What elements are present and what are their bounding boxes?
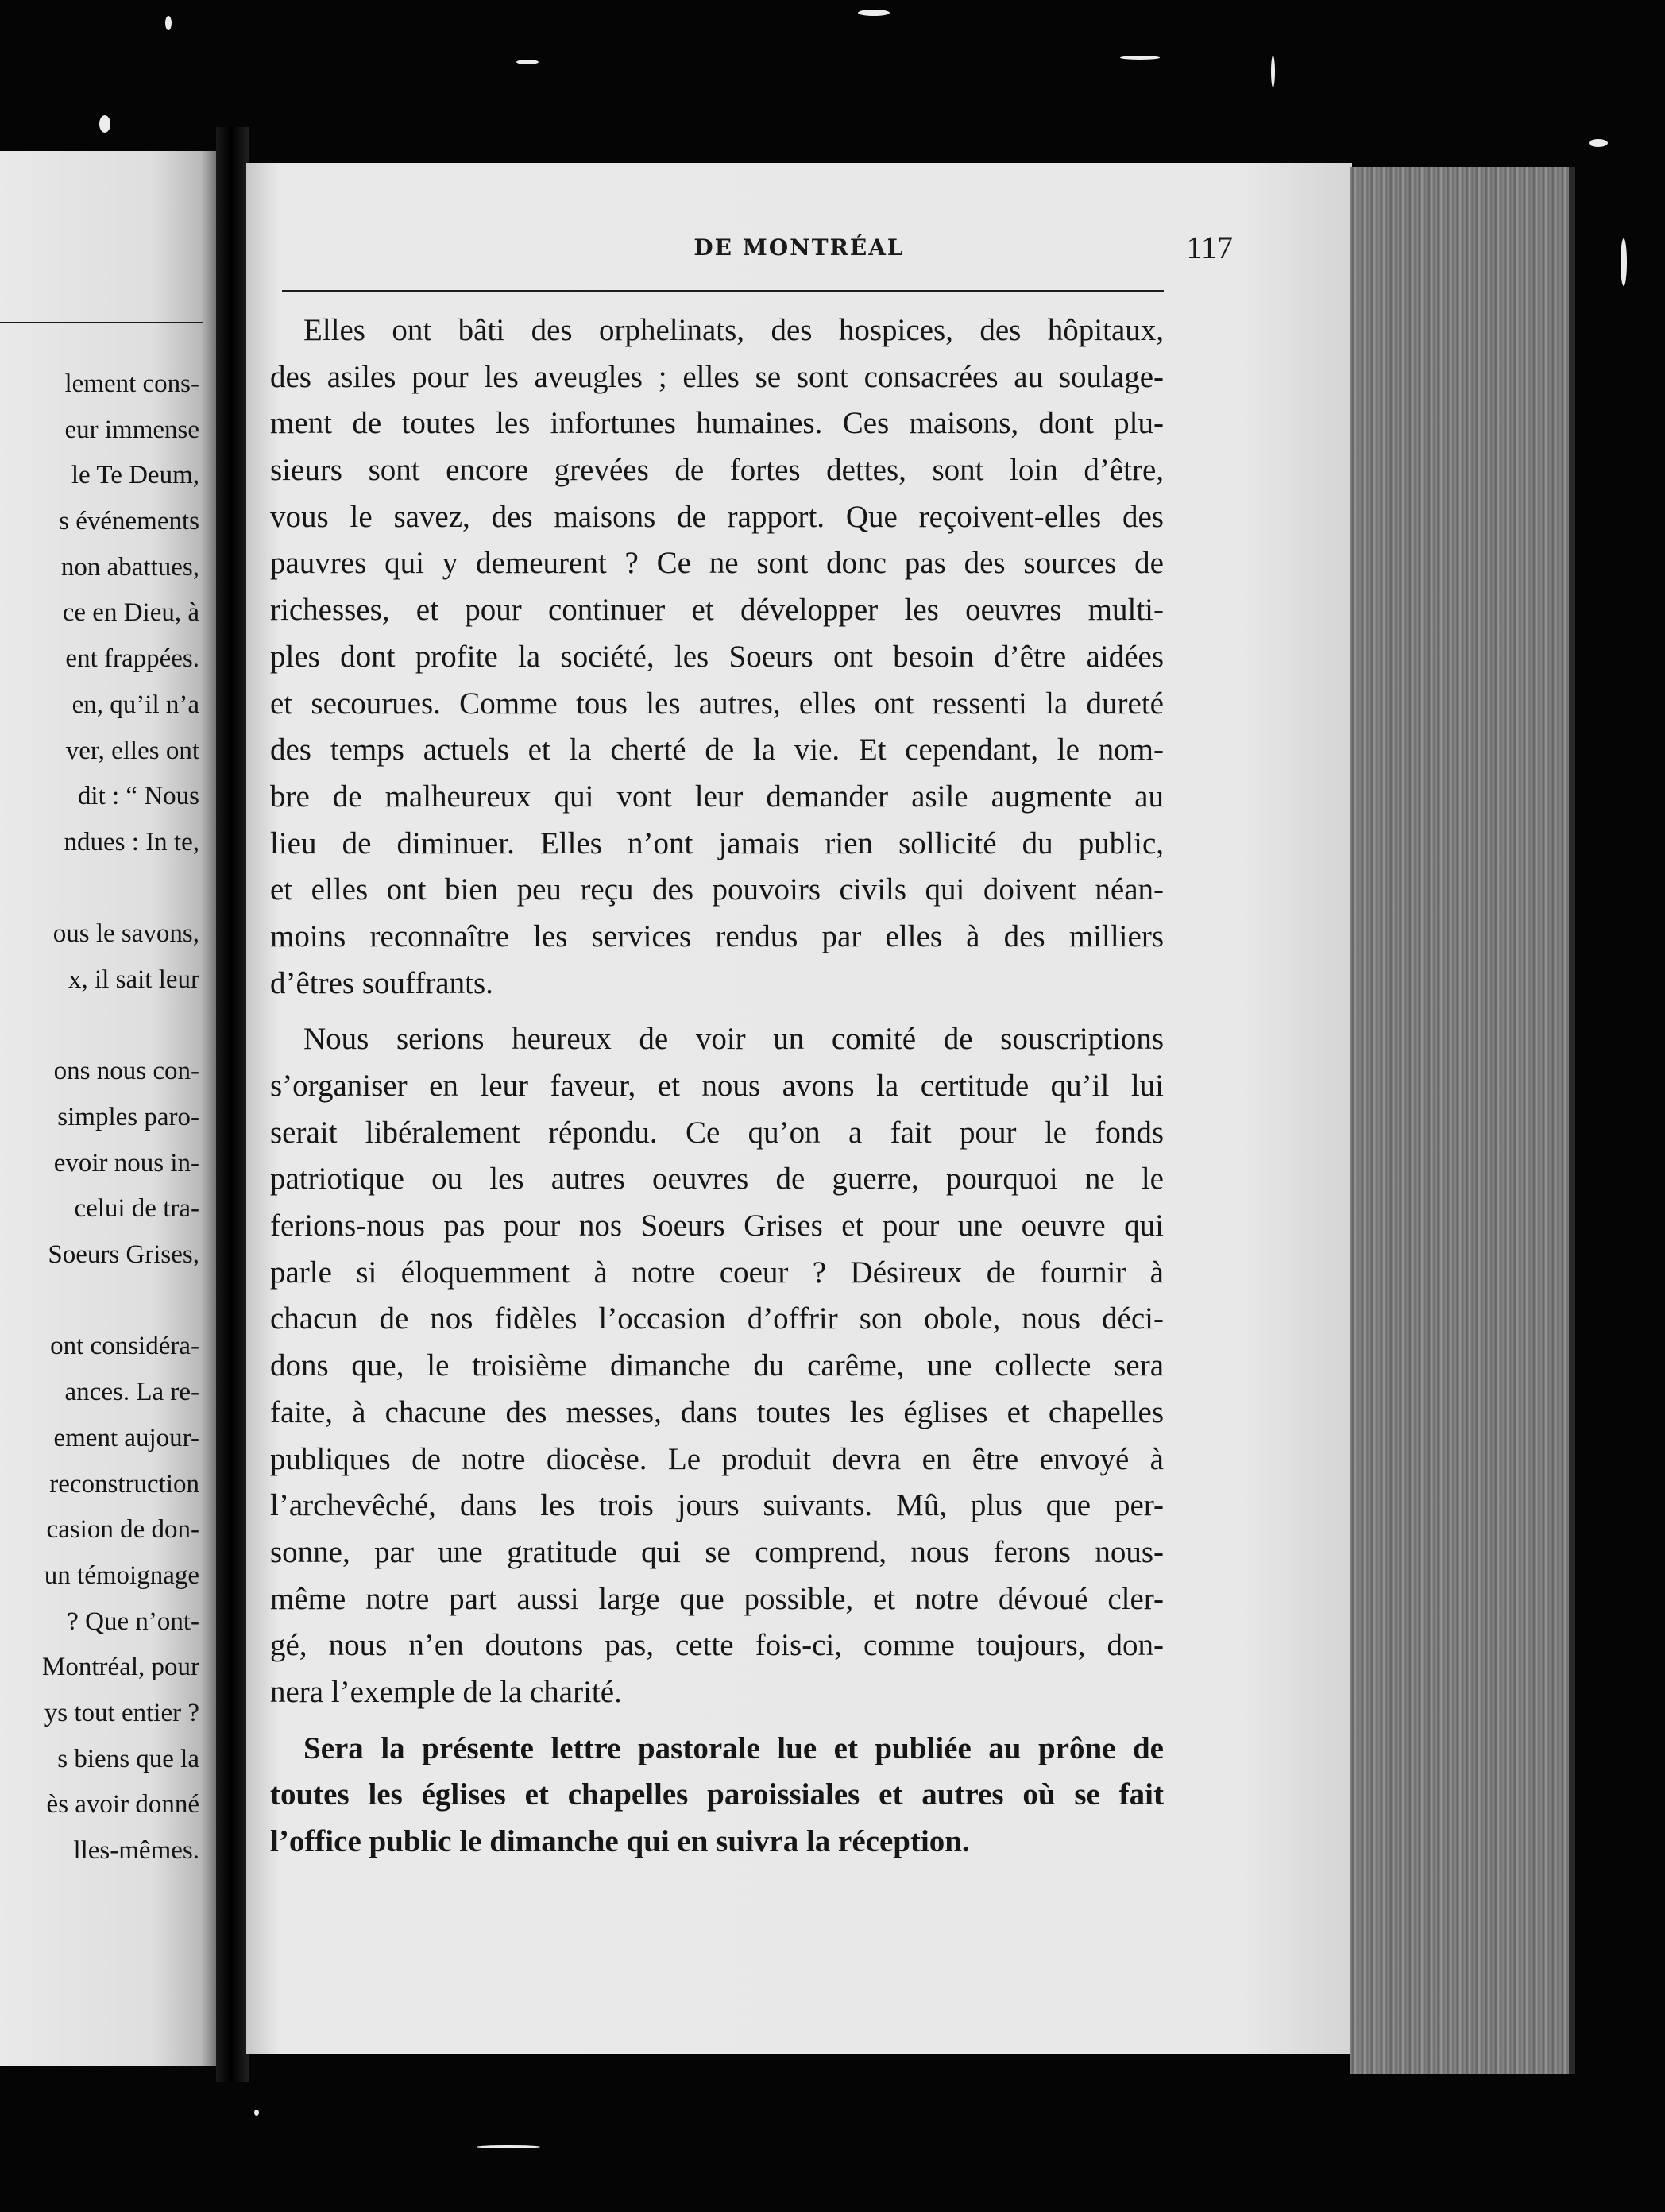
dust-speck [516, 60, 539, 64]
left-page-line: dit : “ Nous [77, 782, 199, 811]
text-line: Nous serions heureux de voir un comité de souscriptions [303, 1022, 1164, 1057]
text-line: parle si éloquemment à notre coeur ? Désireux de fournir à [270, 1255, 1164, 1290]
text-line: moins reconnaître les services rendus par elles à des milliers [270, 918, 1164, 953]
left-page-text [0, 362, 199, 1874]
header-rule [282, 290, 1164, 292]
text-line: pauvres qui y demeurent ? Ce ne sont donc pas des sources de [270, 546, 1164, 581]
left-page-line: le Te Deum, [71, 461, 199, 490]
paragraph [270, 307, 1164, 1007]
left-page-line: un témoignage [44, 1560, 199, 1590]
text-line: l’archevêché, dans les trois jours suivants. Mû, plus que per- [270, 1488, 1164, 1523]
left-page-line: non abattues, [60, 552, 199, 582]
left-page-line: ver, elles ont [65, 736, 199, 765]
left-page-line: s biens que la [57, 1744, 199, 1773]
text-line: même notre part aussi large que possible, et notre dévoué cler- [270, 1581, 1164, 1616]
paragraph [270, 1016, 1164, 1715]
text-line: chacun de nos fidèles l’occasion d’offrir son obole, nous déci- [270, 1301, 1164, 1336]
page-block-shadow [1569, 167, 1575, 2074]
left-page-line: ce en Dieu, à [62, 598, 199, 628]
left-page-line: ys tout entier ? [44, 1698, 199, 1727]
text-line: d’êtres souffrants. [270, 965, 493, 1000]
text-line: vous le savez, des maisons de rapport. Que reçoivent-elles des [270, 499, 1164, 534]
left-page-line: ons nous con- [53, 1057, 199, 1086]
left-page-line: simples paro- [57, 1103, 199, 1131]
left-page-line: ances. La re- [64, 1378, 199, 1407]
text-line: lieu de diminuer. Elles n’ont jamais rien sollicité du public, [270, 826, 1164, 860]
text-line: richesses, et pour continuer et développer les oeuvres multi- [270, 593, 1164, 628]
left-page-line: x, il sait leur [68, 965, 199, 994]
left-page-line: ndues : In te, [64, 827, 199, 857]
text-line: bre de malheureux qui vont leur demander asile augmente au [270, 779, 1164, 814]
text-line: sonne, par une gratitude qui se comprend, nous ferons nous- [270, 1534, 1164, 1569]
main-page [246, 163, 1352, 2054]
text-line: des temps actuels et la cherté de la vie. Et cependant, le nom- [270, 733, 1164, 768]
dust-speck [165, 16, 172, 30]
text-line: dons que, le troisième dimanche du carême, une collecte sera [270, 1348, 1164, 1383]
left-page-line: ement aujour- [53, 1423, 199, 1452]
left-page-line: eur immense [64, 415, 199, 444]
left-page-fragment [0, 151, 218, 2066]
text-line: ment de toutes les infortunes humaines. Ces maisons, dont plu- [270, 406, 1164, 441]
text-line: s’organiser en leur faveur, et nous avons la certitude qu’il lui [270, 1069, 1164, 1103]
text-line: ples dont profite la société, les Soeurs ont besoin d’être aidées [270, 639, 1164, 674]
text-line: serait libéralement répondu. Ce qu’on a fait pour le fonds [270, 1115, 1164, 1150]
text-line: patriotique ou les autres oeuvres de guerre, pourquoi ne le [270, 1162, 1164, 1197]
left-page-line: lles-mêmes. [73, 1836, 199, 1865]
page-block-edge [1350, 167, 1573, 2074]
left-page-line [0, 1004, 199, 1050]
left-page-line: ont considéra- [50, 1332, 199, 1361]
text-line: faite, à chacune des messes, dans toutes les églises et chapelles [270, 1394, 1164, 1429]
page-number: 117 [1186, 230, 1233, 265]
book-gutter [216, 127, 249, 2082]
dust-speck [477, 2145, 540, 2148]
text-line: nera l’exemple de la charité. [270, 1674, 622, 1709]
text-line: sieurs sont encore grevées de fortes dettes, sont loin d’être, [270, 453, 1164, 488]
dust-speck [1589, 139, 1608, 147]
paragraph [270, 1726, 1164, 1866]
text-line: ferions-nous pas pour nos Soeurs Grises et pour une oeuvre qui [270, 1208, 1164, 1243]
text-line: publiques de notre diocèse. Le produit devra en être envoyé à [270, 1441, 1164, 1476]
text-line: des asiles pour les aveugles ; elles se sont consacrées au soulage- [270, 359, 1164, 394]
left-page-line: ? Que n’ont- [67, 1607, 199, 1636]
text-line: gé, nous n’en doutons pas, cette fois-ci, comme toujours, don- [270, 1628, 1164, 1663]
left-page-line [0, 1278, 199, 1324]
text-line: Sera la présente lettre pastorale lue et publiée au prône de [303, 1731, 1164, 1765]
text-line: Elles ont bâti des orphelinats, des hospices, des hôpitaux, [303, 313, 1164, 347]
left-page-line: celui de tra- [74, 1194, 199, 1224]
dust-speck [858, 10, 890, 16]
left-page-line: en, qu’il n’a [71, 690, 199, 719]
body-text [270, 307, 1164, 1866]
left-page-line: ès avoir donné [46, 1790, 199, 1819]
left-page-line: casion de don- [46, 1515, 199, 1545]
left-page-header-rule [0, 322, 203, 323]
text-line: l’office public le dimanche qui en suivra la réception. [270, 1824, 970, 1858]
left-page-line: ous le savons, [52, 919, 199, 949]
left-page-line: Soeurs Grises, [48, 1240, 199, 1270]
dust-speck [1120, 56, 1160, 60]
left-page-line: reconstruction [49, 1469, 199, 1499]
dust-speck [254, 2110, 259, 2116]
dust-speck [1621, 238, 1627, 286]
text-line: et secourues. Comme tous les autres, elles ont ressenti la dureté [270, 686, 1164, 721]
text-line: toutes les églises et chapelles paroissiales et autres où se fait [270, 1777, 1164, 1812]
dust-speck [1271, 56, 1275, 87]
running-head: DE MONTRÉAL [693, 234, 905, 261]
left-page-line: evoir nous in- [53, 1148, 199, 1178]
left-page-line: lement cons- [64, 369, 199, 398]
dust-speck [99, 115, 110, 133]
left-page-line: s événements [59, 507, 199, 536]
text-line: et elles ont bien peu reçu des pouvoirs civils qui doivent néan- [270, 872, 1164, 907]
left-page-line [0, 866, 199, 912]
left-page-line: ent frappées. [65, 644, 199, 674]
left-page-line: Montréal, pour [42, 1653, 199, 1682]
